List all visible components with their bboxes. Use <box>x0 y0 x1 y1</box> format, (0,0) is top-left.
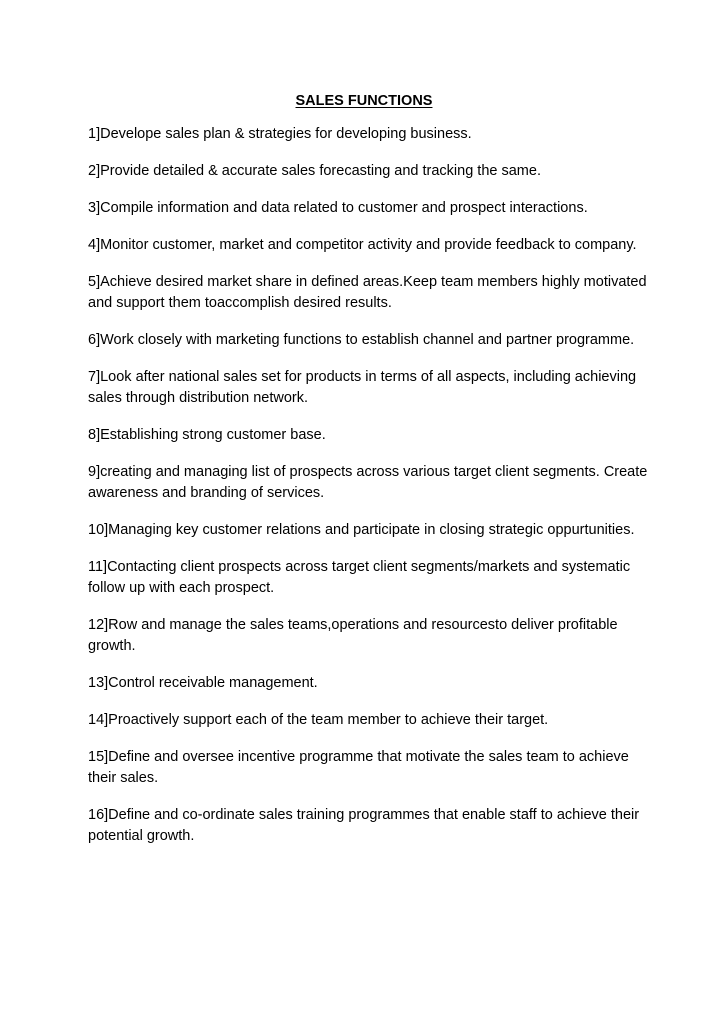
list-item: 3]Compile information and data related to customer and prospect interactions. <box>88 200 588 216</box>
list-item: 11]Contacting client prospects across target client segments/markets and systematic follow up with each prospect. <box>88 559 631 596</box>
list-item: 12]Row and manage the sales teams,operations and resourcesto deliver profitable growth. <box>88 617 618 654</box>
list-item: 5]Achieve desired market share in defined areas.Keep team members highly motivated and support them toaccomplish desired results. <box>88 274 647 311</box>
sales-functions-list <box>88 124 658 863</box>
document-title <box>0 91 728 111</box>
list-item: 14]Proactively support each of the team member to achieve their target. <box>88 712 549 728</box>
document-title-text: SALES FUNCTIONS <box>295 93 433 109</box>
list-item: 10]Managing key customer relations and participate in closing strategic oppurtunities. <box>88 522 635 538</box>
list-item: 4]Monitor customer, market and competitor activity and provide feedback to company. <box>88 237 637 253</box>
list-item: 13]Control receivable management. <box>88 675 318 691</box>
list-item: 15]Define and oversee incentive programme that motivate the sales team to achieve their sales. <box>88 749 629 786</box>
list-item: 2]Provide detailed & accurate sales forecasting and tracking the same. <box>88 163 541 179</box>
list-item: 6]Work closely with marketing functions to establish channel and partner programme. <box>88 332 635 348</box>
list-item: 8]Establishing strong customer base. <box>88 427 326 443</box>
list-item: 1]Develope sales plan & strategies for developing business. <box>88 126 472 142</box>
list-item: 7]Look after national sales set for products in terms of all aspects, including achieving sales through distribution network. <box>88 369 637 406</box>
list-item: 9]creating and managing list of prospects across various target client segments. Create awareness and branding of services. <box>88 464 648 501</box>
list-item: 16]Define and co-ordinate sales training programmes that enable staff to achieve their potential growth. <box>88 807 640 844</box>
